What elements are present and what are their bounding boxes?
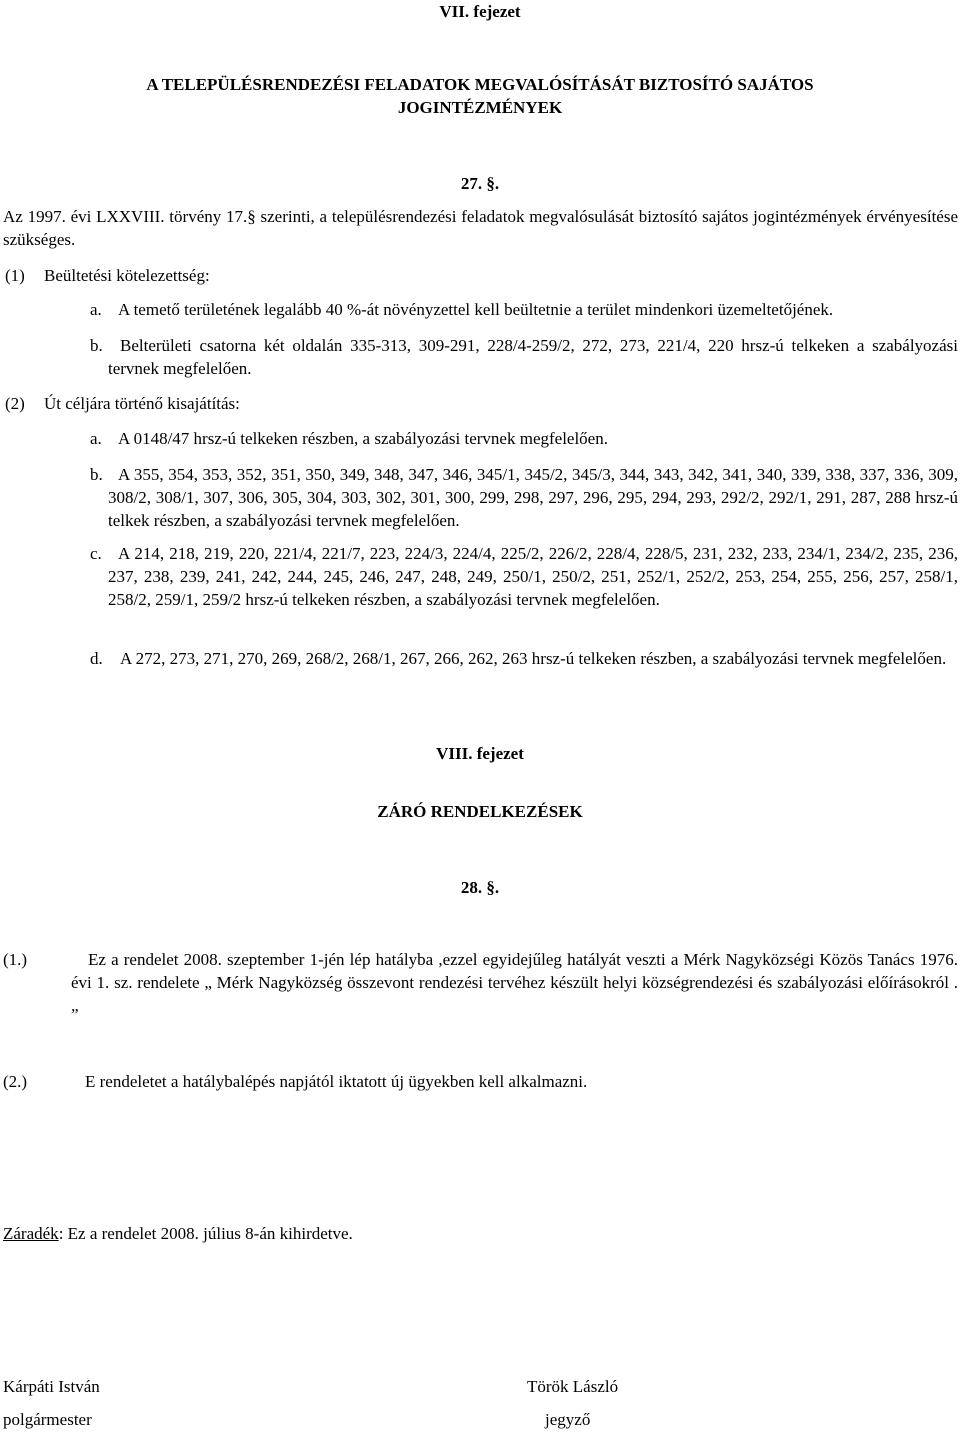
paragraph-2-heading: Út céljára történő kisajátítás:	[44, 394, 240, 413]
item-2b-letter: b.	[90, 465, 103, 484]
item-2c-text: A 214, 218, 219, 220, 221/4, 221/7, 223, 224/3, 224/4, 225/2, 226/2, 228/4, 228/5, 231, 232, 233, 234/1, 234/2, 235, 236, 237, 238, 239, 241, 242, 244, 245, 246, 247, 248, 249, 250/1, 250/2, 251, 252/1, 252/2, 253, 254, 255, 256, 257, 258/1, 258/2, 259/1, 259/2 hrsz-ú telkeken részben, a szabályozási tervnek megfelelően.	[108, 544, 958, 609]
zaradek-line	[3, 1222, 353, 1245]
section-28-number: 28. §.	[460, 878, 500, 897]
signature-right-title: jegyző	[545, 1410, 591, 1429]
item-2a-letter: a.	[90, 429, 102, 448]
zaradek-text: : Ez a rendelet 2008. július 8-án kihirdetve.	[58, 1224, 353, 1243]
closing-paragraph-1-label: (1.)	[3, 950, 28, 969]
closing-paragraph-2-text: E rendeletet a hatálybalépés napjától iktatott új ügyekben kell alkalmazni.	[85, 1072, 588, 1091]
chapter-7-heading: VII. fejezet	[439, 2, 521, 21]
chapter-8-heading: VIII. fejezet	[436, 744, 524, 763]
intro-paragraph: Az 1997. évi LXXVIII. törvény 17.§ szerinti, a településrendezési feladatok megvalósulását biztosító sajátos jogintézmények érvényesítése szükséges.	[3, 207, 958, 249]
zaradek-label: Záradék	[3, 1224, 59, 1243]
signature-left-name: Kárpáti István	[3, 1377, 100, 1396]
item-1b-text: Belterületi csatorna két oldalán 335-313, 309-291, 228/4-259/2, 272, 273, 221/4, 220 hrsz-ú telkeken a szabályozási tervnek megfelelően.	[108, 336, 958, 378]
section-27-number: 27. §.	[460, 174, 500, 193]
item-2c-letter: c.	[90, 544, 102, 563]
item-1a-text: A temető területének legalább 40 %-át növényzettel kell beültetnie a terület mindenkori üzemeltetőjének.	[118, 300, 834, 319]
chapter-7-title-line-1: A TELEPÜLÉSRENDEZÉSI FELADATOK MEGVALÓSÍTÁSÁT BIZTOSÍTÓ SAJÁTOS	[146, 75, 814, 94]
signature-right-name: Török László	[527, 1377, 619, 1396]
signature-left-title: polgármester	[3, 1410, 92, 1429]
chapter-7-title-line-2: JOGINTÉZMÉNYEK	[397, 98, 563, 117]
item-2a-text: A 0148/47 hrsz-ú telkeken részben, a szabályozási tervnek megfelelően.	[118, 429, 608, 448]
item-1a-letter: a.	[90, 300, 102, 319]
closing-paragraph-2-label: (2.)	[3, 1072, 28, 1091]
item-1b-letter: b.	[90, 336, 103, 355]
paragraph-1-label: (1)	[5, 266, 25, 285]
paragraph-1-heading: Beültetési kötelezettség:	[44, 266, 210, 285]
closing-paragraph-1-text: Ez a rendelet 2008. szeptember 1-jén lép hatályba ,ezzel egyidejűleg hatályát veszti a Mérk Nagyközségi Közös Tanács 1976. évi 1. sz. rendelete „ Mérk Nagyközség összevont rendezési tervéhez készült helyi községrendezési és szabályozási előírásokról . „	[71, 950, 958, 1015]
item-2d-text: A 272, 273, 271, 270, 269, 268/2, 268/1, 267, 266, 262, 263 hrsz-ú telkeken részben, a szabályozási tervnek megfelelően.	[120, 649, 947, 668]
item-2d-letter: d.	[90, 649, 103, 668]
paragraph-2-label: (2)	[5, 394, 25, 413]
item-2b-text: A 355, 354, 353, 352, 351, 350, 349, 348, 347, 346, 345/1, 345/2, 345/3, 344, 343, 342, 341, 340, 339, 338, 337, 336, 309, 308/2, 308/1, 307, 306, 305, 304, 303, 302, 301, 300, 299, 298, 297, 296, 295, 294, 293, 292/2, 292/1, 291, 287, 288 hrsz-ú telkek részben, a szabályozási tervnek megfelelően.	[108, 465, 958, 530]
chapter-8-title: ZÁRÓ RENDELKEZÉSEK	[377, 802, 583, 821]
